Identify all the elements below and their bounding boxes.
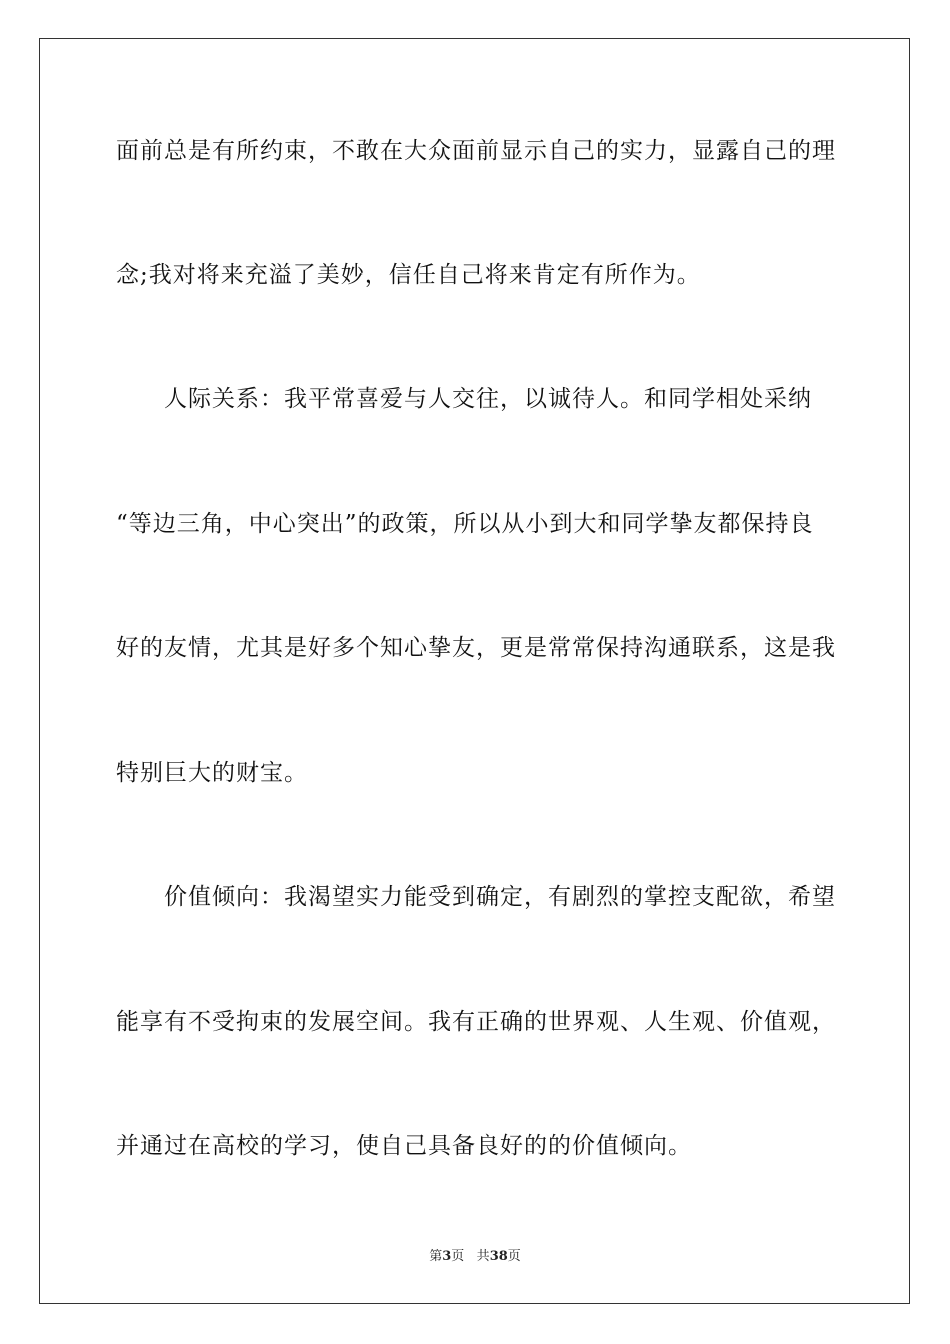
paragraph-line-1: 面前总是有所约束，不敢在大众面前显示自己的实力，显露自己的理 bbox=[116, 138, 836, 164]
paragraph-line-9: 并通过在高校的学习，使自己具备良好的的价值倾向。 bbox=[116, 1133, 692, 1159]
page-prefix: 第 bbox=[429, 1249, 443, 1264]
paragraph-line-4: “等边三角，中心突出”的政策，所以从小到大和同学挚友都保持良 bbox=[116, 511, 814, 537]
paragraph-line-7: 价值倾向：我渴望实力能受到确定，有剧烈的掌控支配欲，希望 bbox=[164, 884, 836, 910]
total-prefix: 共 bbox=[476, 1249, 490, 1264]
total-suffix: 页 bbox=[507, 1249, 521, 1264]
paragraph-line-8: 能享有不受拘束的发展空间。我有正确的世界观、人生观、价值观， bbox=[116, 1009, 836, 1035]
page-suffix: 页 bbox=[451, 1249, 465, 1264]
page-number: 3 bbox=[442, 1249, 452, 1264]
page-border bbox=[39, 38, 910, 1304]
paragraph-line-3: 人际关系：我平常喜爱与人交往，以诚待人。和同学相处采纳 bbox=[164, 386, 812, 412]
total-pages: 38 bbox=[489, 1249, 508, 1264]
paragraph-line-6: 特别巨大的财宝。 bbox=[116, 760, 308, 786]
page-footer bbox=[0, 1248, 950, 1266]
paragraph-line-5: 好的友情，尤其是好多个知心挚友，更是常常保持沟通联系，这是我 bbox=[116, 635, 836, 661]
paragraph-line-2: 念;我对将来充溢了美妙，信任自己将来肯定有所作为。 bbox=[116, 262, 701, 288]
